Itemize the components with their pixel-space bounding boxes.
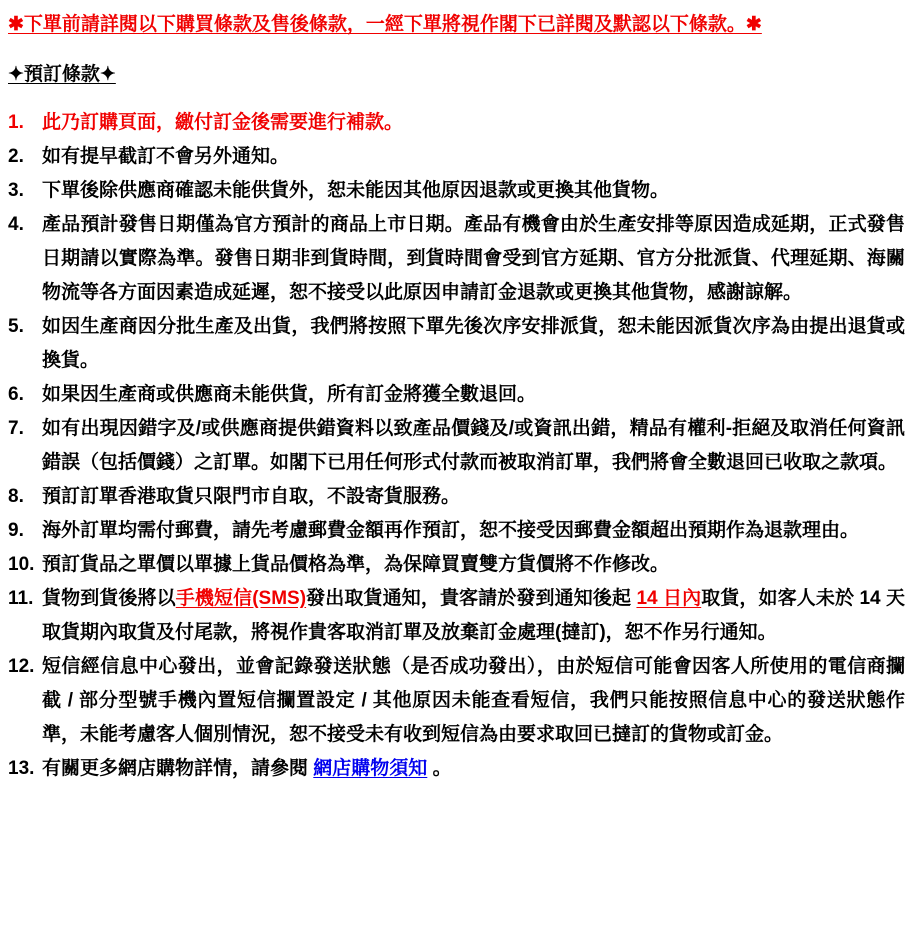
term-text-segment: 取貨，如客人未於 14 天取貨期內取貨及付尾款，將視作貴客取消訂單及放棄訂金處理(撻訂)，恕不作另行通知。 — [42, 588, 905, 643]
term-text — [42, 548, 905, 582]
term-text — [42, 140, 905, 174]
term-item — [8, 208, 905, 310]
term-text-segment: 海外訂單均需付郵費，請先考慮郵費金額再作預訂，恕不接受因郵費金額超出預期作為退款理由。 — [42, 520, 860, 541]
term-text-segment: 發出取貨通知，貴客請於發到通知後起 — [306, 588, 637, 609]
term-text-segment: 有關更多網店購物詳情，請參閱 — [42, 758, 314, 779]
section-title-wrap — [8, 58, 905, 106]
section-title-preorder-terms: ✦預訂條款✦ — [8, 64, 116, 85]
term-number: 1. — [8, 112, 24, 133]
term-text — [42, 582, 905, 650]
term-text-segment: 此乃訂購頁面，繳付訂金後需要進行補款。 — [42, 112, 404, 133]
term-number: 5. — [8, 316, 24, 337]
term-number: 9. — [8, 520, 24, 541]
term-text — [42, 480, 905, 514]
term-item — [8, 412, 905, 480]
term-item — [8, 514, 905, 548]
term-text — [42, 650, 905, 752]
term-number: 3. — [8, 180, 24, 201]
term-text-segment: 如有出現因錯字及/或供應商提供錯資料以致產品價錢及/或資訊出錯，精品有權利-拒絕及取消任何資訊錯誤（包括價錢）之訂單。如閣下已用任何形式付款而被取消訂單，我們將會全數退回已收取之款項。 — [42, 418, 905, 473]
term-text-segment: 預訂訂單香港取貨只限門市自取，不設寄貨服務。 — [42, 486, 461, 507]
term-text — [42, 514, 905, 548]
term-item — [8, 752, 905, 786]
term-item — [8, 140, 905, 174]
term-item — [8, 174, 905, 208]
term-item — [8, 582, 905, 650]
terms-list — [8, 106, 905, 786]
term-text-segment: 如因生產商因分批生產及出貨，我們將按照下單先後次序安排派貨，恕未能因派貨次序為由提出退貨或換貨。 — [42, 316, 905, 371]
term-item — [8, 310, 905, 378]
term-text — [42, 106, 905, 140]
term-text-segment: 產品預計發售日期僅為官方預計的商品上市日期。產品有機會由於生產安排等原因造成延期，正式發售日期請以實際為準。發售日期非到貨時間，到貨時間會受到官方延期、官方分批派貨、代理延期、海關物流等各方面因素造成延遲，恕不接受以此原因申請訂金退款或更換其他貨物，感謝諒解。 — [42, 214, 905, 303]
term-text-segment: 下單後除供應商確認未能供貨外，恕未能因其他原因退款或更換其他貨物。 — [42, 180, 670, 201]
term-text — [42, 412, 905, 480]
term-text — [42, 208, 905, 310]
term-number: 7. — [8, 418, 24, 439]
term-text — [42, 752, 905, 786]
term-number: 4. — [8, 214, 24, 235]
term-number: 2. — [8, 146, 24, 167]
term-text — [42, 378, 905, 412]
term-number: 12. — [8, 656, 35, 677]
term-item — [8, 106, 905, 140]
term-number: 6. — [8, 384, 24, 405]
term-item — [8, 650, 905, 752]
term-text-segment: 如有提早截訂不會另外通知。 — [42, 146, 290, 167]
term-text-segment: 如果因生產商或供應商未能供貨，所有訂金將獲全數退回。 — [42, 384, 537, 405]
store-shopping-notice-link[interactable]: 網店購物須知 — [313, 758, 428, 779]
term-text-segment: 預訂貨品之單價以單據上貨品價格為準，為保障買賣雙方貨價將不作修改。 — [42, 554, 670, 575]
term-number: 11. — [8, 588, 34, 609]
term-text-segment: 貨物到貨後將以 — [42, 588, 176, 609]
term-text — [42, 310, 905, 378]
term-item — [8, 480, 905, 514]
term-number: 8. — [8, 486, 24, 507]
term-text-segment: 。 — [427, 758, 452, 779]
term-text-segment: 手機短信(SMS) — [175, 588, 307, 609]
term-number: 13. — [8, 758, 35, 779]
term-item — [8, 378, 905, 412]
term-number: 10. — [8, 554, 35, 575]
term-item — [8, 548, 905, 582]
term-text-segment: 短信經信息中心發出，並會記錄發送狀態（是否成功發出），由於短信可能會因客人所使用的電信商攔截 / 部分型號手機內置短信攔置設定 / 其他原因未能查看短信，我們只能按照信息中心的發送狀態作準，未能考慮客人個別情況，恕不接受未有收到短信為由要求取回已撻訂的貨物或訂金。 — [42, 656, 905, 745]
pre-order-warning-notice: ✱下單前請詳閱以下購買條款及售後條款，一經下單將視作閣下已詳閱及默認以下條款。✱ — [8, 14, 762, 35]
term-text-segment: 14 日內 — [636, 588, 702, 609]
term-text — [42, 174, 905, 208]
